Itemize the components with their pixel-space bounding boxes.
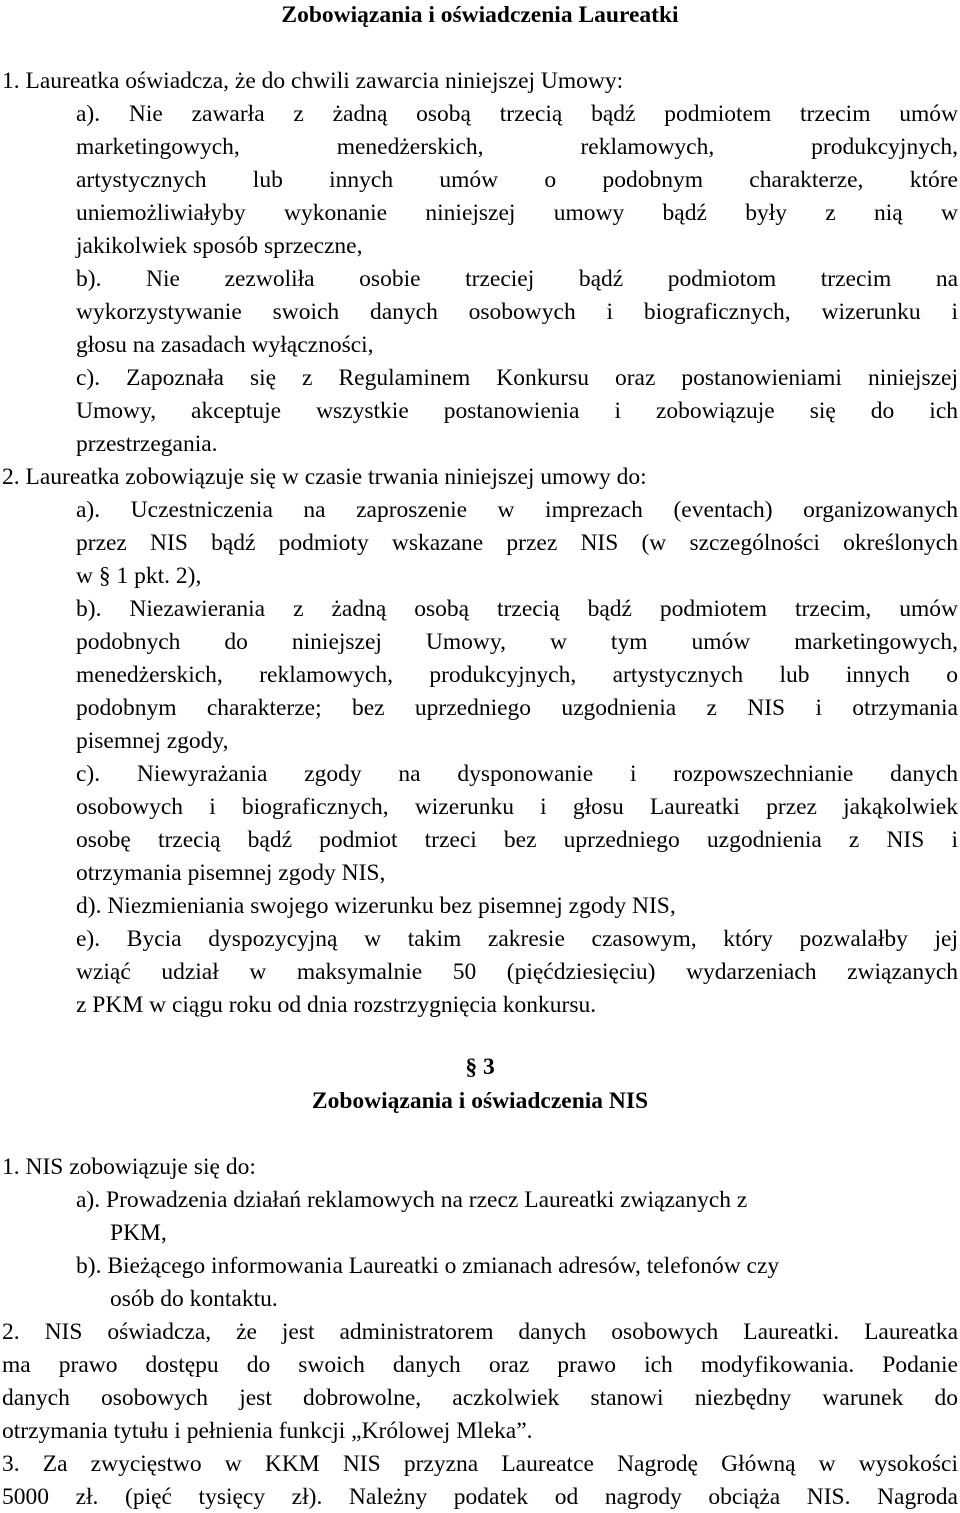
paragraph-2e-line-2: wziąć udział w maksymalnie 50 (pięćdziesięciu) wydarzeniach związanych	[76, 959, 958, 985]
paragraph-1: 1. Laureatka oświadcza, że do chwili zawarcia niniejszej Umowy:	[2, 68, 624, 94]
paragraph-3-line-1: 3. Za zwycięstwo w KKM NIS przyzna Laureatce Nagrodę Główną w wysokości	[2, 1451, 958, 1477]
paragraph-2a-line-3: w § 1 pkt. 2),	[76, 563, 202, 589]
paragraph-2c-line-1: c). Niewyrażania zgody na dysponowanie i rozpowszechnianie danych	[76, 761, 958, 787]
paragraph-1a-line-2: PKM,	[110, 1220, 167, 1246]
paragraph-1b-line-2: wykorzystywanie swoich danych osobowych i biograficznych, wizerunku i	[76, 299, 958, 325]
paragraph-2a-line-1: a). Uczestniczenia na zaproszenie w imprezach (eventach) organizowanych	[76, 497, 958, 523]
paragraph-1a-line-3: artystycznych lub innych umów o podobnym charakterze, które	[76, 167, 958, 193]
paragraph-1a-line-4: uniemożliwiałyby wykonanie niniejszej umowy bądź były z nią w	[76, 200, 958, 226]
paragraph-2e-line-1: e). Bycia dyspozycyjną w takim zakresie czasowym, który pozwalałby jej	[76, 926, 958, 952]
paragraph-1: 1. NIS zobowiązuje się do:	[2, 1154, 256, 1180]
paragraph-1c-line-3: przestrzegania.	[76, 431, 218, 457]
paragraph-2b-line-3: menedżerskich, reklamowych, produkcyjnych, artystycznych lub innych o	[76, 662, 958, 688]
paragraph-1a-line-1: a). Nie zawarła z żadną osobą trzecią bądź podmiotem trzecim umów	[76, 101, 958, 127]
paragraph-2c-line-2: osobowych i biograficznych, wizerunku i głosu Laureatki przez jakąkolwiek	[76, 794, 958, 820]
paragraph-2c-line-4: otrzymania pisemnej zgody NIS,	[76, 860, 386, 886]
paragraph-2b-line-4: podobnym charakterze; bez uprzedniego uzgodnienia z NIS i otrzymania	[76, 695, 958, 721]
paragraph-1a-line-1: a). Prowadzenia działań reklamowych na rzecz Laureatki związanych z	[76, 1187, 748, 1213]
paragraph-1a-line-2: marketingowych, menedżerskich, reklamowych, produkcyjnych,	[76, 134, 958, 160]
paragraph-1b-line-1: b). Bieżącego informowania Laureatki o zmianach adresów, telefonów czy	[76, 1253, 780, 1279]
paragraph-2-line-4: otrzymania tytułu i pełnienia funkcji „Królowej Mleka”.	[2, 1418, 533, 1444]
paragraph-2-line-3: danych osobowych jest dobrowolne, aczkolwiek stanowi niezbędny warunek do	[2, 1385, 958, 1411]
paragraph-2c-line-3: osobę trzecią bądź podmiot trzeci bez uprzedniego uzgodnienia z NIS i	[76, 827, 958, 853]
paragraph-2-line-2: ma prawo dostępu do swoich danych oraz prawo ich modyfikowania. Podanie	[2, 1352, 958, 1378]
paragraph-1c-line-2: Umowy, akceptuje wszystkie postanowienia i zobowiązuje się do ich	[76, 398, 958, 424]
paragraph-2b-line-5: pisemnej zgody,	[76, 728, 229, 754]
paragraph-2b-line-1: b). Niezawierania z żadną osobą trzecią bądź podmiotem trzecim, umów	[76, 596, 958, 622]
section-title: Zobowiązania i oświadczenia Laureatki	[281, 2, 679, 28]
paragraph-1b-line-2: osób do kontaktu.	[110, 1286, 278, 1312]
paragraph-2a-line-2: przez NIS bądź podmioty wskazane przez NIS (w szczególności określonych	[76, 530, 958, 556]
paragraph-1c-line-1: c). Zapoznała się z Regulaminem Konkursu oraz postanowieniami niniejszej	[76, 365, 958, 391]
paragraph-2-line-1: 2. NIS oświadcza, że jest administratorem danych osobowych Laureatki. Laureatka	[2, 1319, 958, 1345]
paragraph-3-line-2: 5000 zł. (pięć tysięcy zł). Należny podatek od nagrody obciąża NIS. Nagroda	[2, 1484, 958, 1510]
paragraph-1b-line-1: b). Nie zezwoliła osobie trzeciej bądź podmiotom trzecim na	[76, 266, 958, 292]
section-number: § 3	[465, 1054, 495, 1080]
paragraph-2: 2. Laureatka zobowiązuje się w czasie trwania niniejszej umowy do:	[2, 464, 647, 490]
paragraph-2d-line-1: d). Niezmieniania swojego wizerunku bez pisemnej zgody NIS,	[76, 893, 676, 919]
paragraph-1a-line-5: jakikolwiek sposób sprzeczne,	[76, 233, 363, 259]
paragraph-2b-line-2: podobnych do niniejszej Umowy, w tym umów marketingowych,	[76, 629, 958, 655]
paragraph-1b-line-3: głosu na zasadach wyłączności,	[76, 332, 374, 358]
section-title: Zobowiązania i oświadczenia NIS	[311, 1088, 649, 1114]
paragraph-2e-line-3: z PKM w ciągu roku od dnia rozstrzygnięcia konkursu.	[76, 992, 597, 1018]
